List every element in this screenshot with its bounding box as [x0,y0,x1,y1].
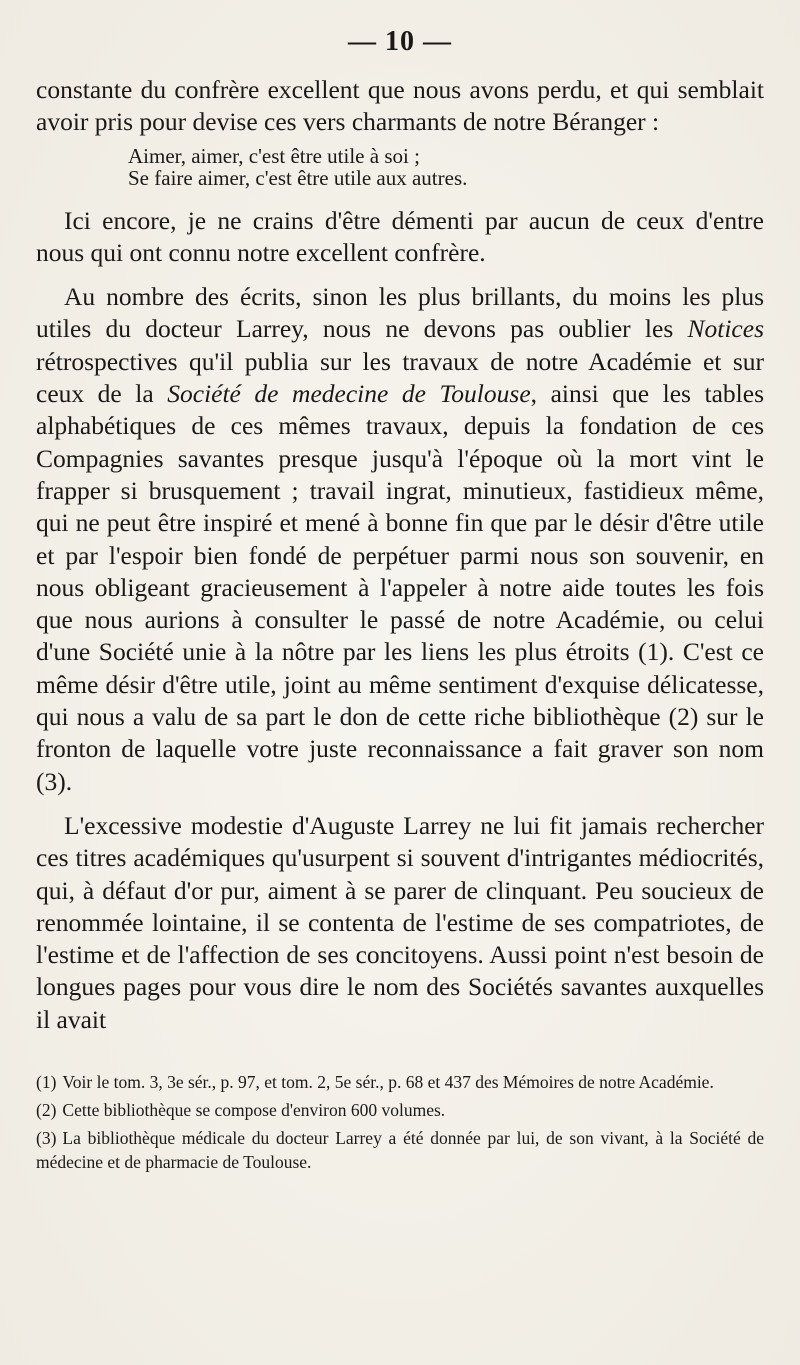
footnote-3-label: (3) [36,1128,57,1149]
notices-title: Notices [687,314,764,344]
paragraph-modesty: L'excessive modestie d'Auguste Larrey ne lui fit jamais rechercher ces titres académiques qu'usurpent si souvent d'intrigantes médiocrités, qui, à défaut d'or pur, aiment à se parer de clinquant. Peu soucieux de renommée lointaine, il se contenta de l'estime de ses compatriotes, de l'estime et de l'affection de ses concitoyens. Aussi point n'est besoin de longues pages pour vous dire le nom des Sociétés savantes auxquelles il avait [36,810,764,1034]
footnote-2-label: (2) [36,1100,57,1121]
paragraph-writings-part-2: rétrospectives qu'il publia sur les travaux de notre Académie et sur ceux de la [36,346,764,409]
footnote-2-text: Cette bibliothèque se compose d'environ 600 volumes. [62,1100,446,1121]
footnotes [36,1070,764,1174]
footnote-1 [36,1070,764,1094]
verse-line-1: Aimer, aimer, c'est être utile à soi ; [128,143,420,168]
paragraph-intro: constante du confrère excellent que nous avons perdu, et qui semblait avoir pris pour devise ces vers charmants de notre Béranger : [36,75,764,137]
paragraph-writings-part-1: Au nombre des écrits, sinon les plus brillants, du moins les plus utiles du docteur Larrey, nous ne devons pas oublier les [36,282,764,344]
footnote-2 [36,1098,764,1122]
footnote-1-text: Voir le tom. 3, 3e sér., p. 97, et tom. 2, 5e sér., p. 68 et 437 des Mémoires de notre Académie. [62,1072,714,1093]
verse-line-2: Se faire aimer, c'est être utile aux autres. [128,165,468,190]
footnote-1-label: (1) [36,1072,57,1093]
society-name: Société de medecine de Toulouse [167,379,531,409]
verse-block [128,145,764,189]
paragraph-writings-part-3: , ainsi que les tables alphabétiques de ces mêmes travaux, depuis la fondation de ces Compagnies savantes presque jusqu'à l'époque où la mort vint le frapper si brusquement ; travail ingrat, minutieux, fastidieux même, qui ne peut être inspiré et mené à bonne fin que par le désir d'être utile et par l'espoir bien fondé de perpétuer parmi nous son souvenir, en nous obligeant gracieusement à l'appeler à notre aide toutes les fois que nous aurions à consulter le passé de notre Académie, ou celui d'une Société unie à la nôtre par les liens les plus étroits (1). C'est ce même désir d'être utile, joint au même sentiment d'exquise délicatesse, qui nous a valu de sa part le don de cette riche bibliothèque (2) sur le fronton de laquelle votre juste reconnaissance a fait graver son nom (3). [36,379,764,796]
footnote-3 [36,1126,764,1174]
paragraph-writings [36,281,764,798]
page-number: — 10 — [348,26,452,57]
footnote-3-text: La bibliothèque médicale du docteur Larrey a été donnée par lui, de son vivant, à la Société de médecine et de pharmacie de Toulouse. [36,1128,764,1173]
paragraph-confirmation: Ici encore, je ne crains d'être démenti par aucun de ceux d'entre nous qui ont connu notre excellent confrère. [36,205,764,267]
